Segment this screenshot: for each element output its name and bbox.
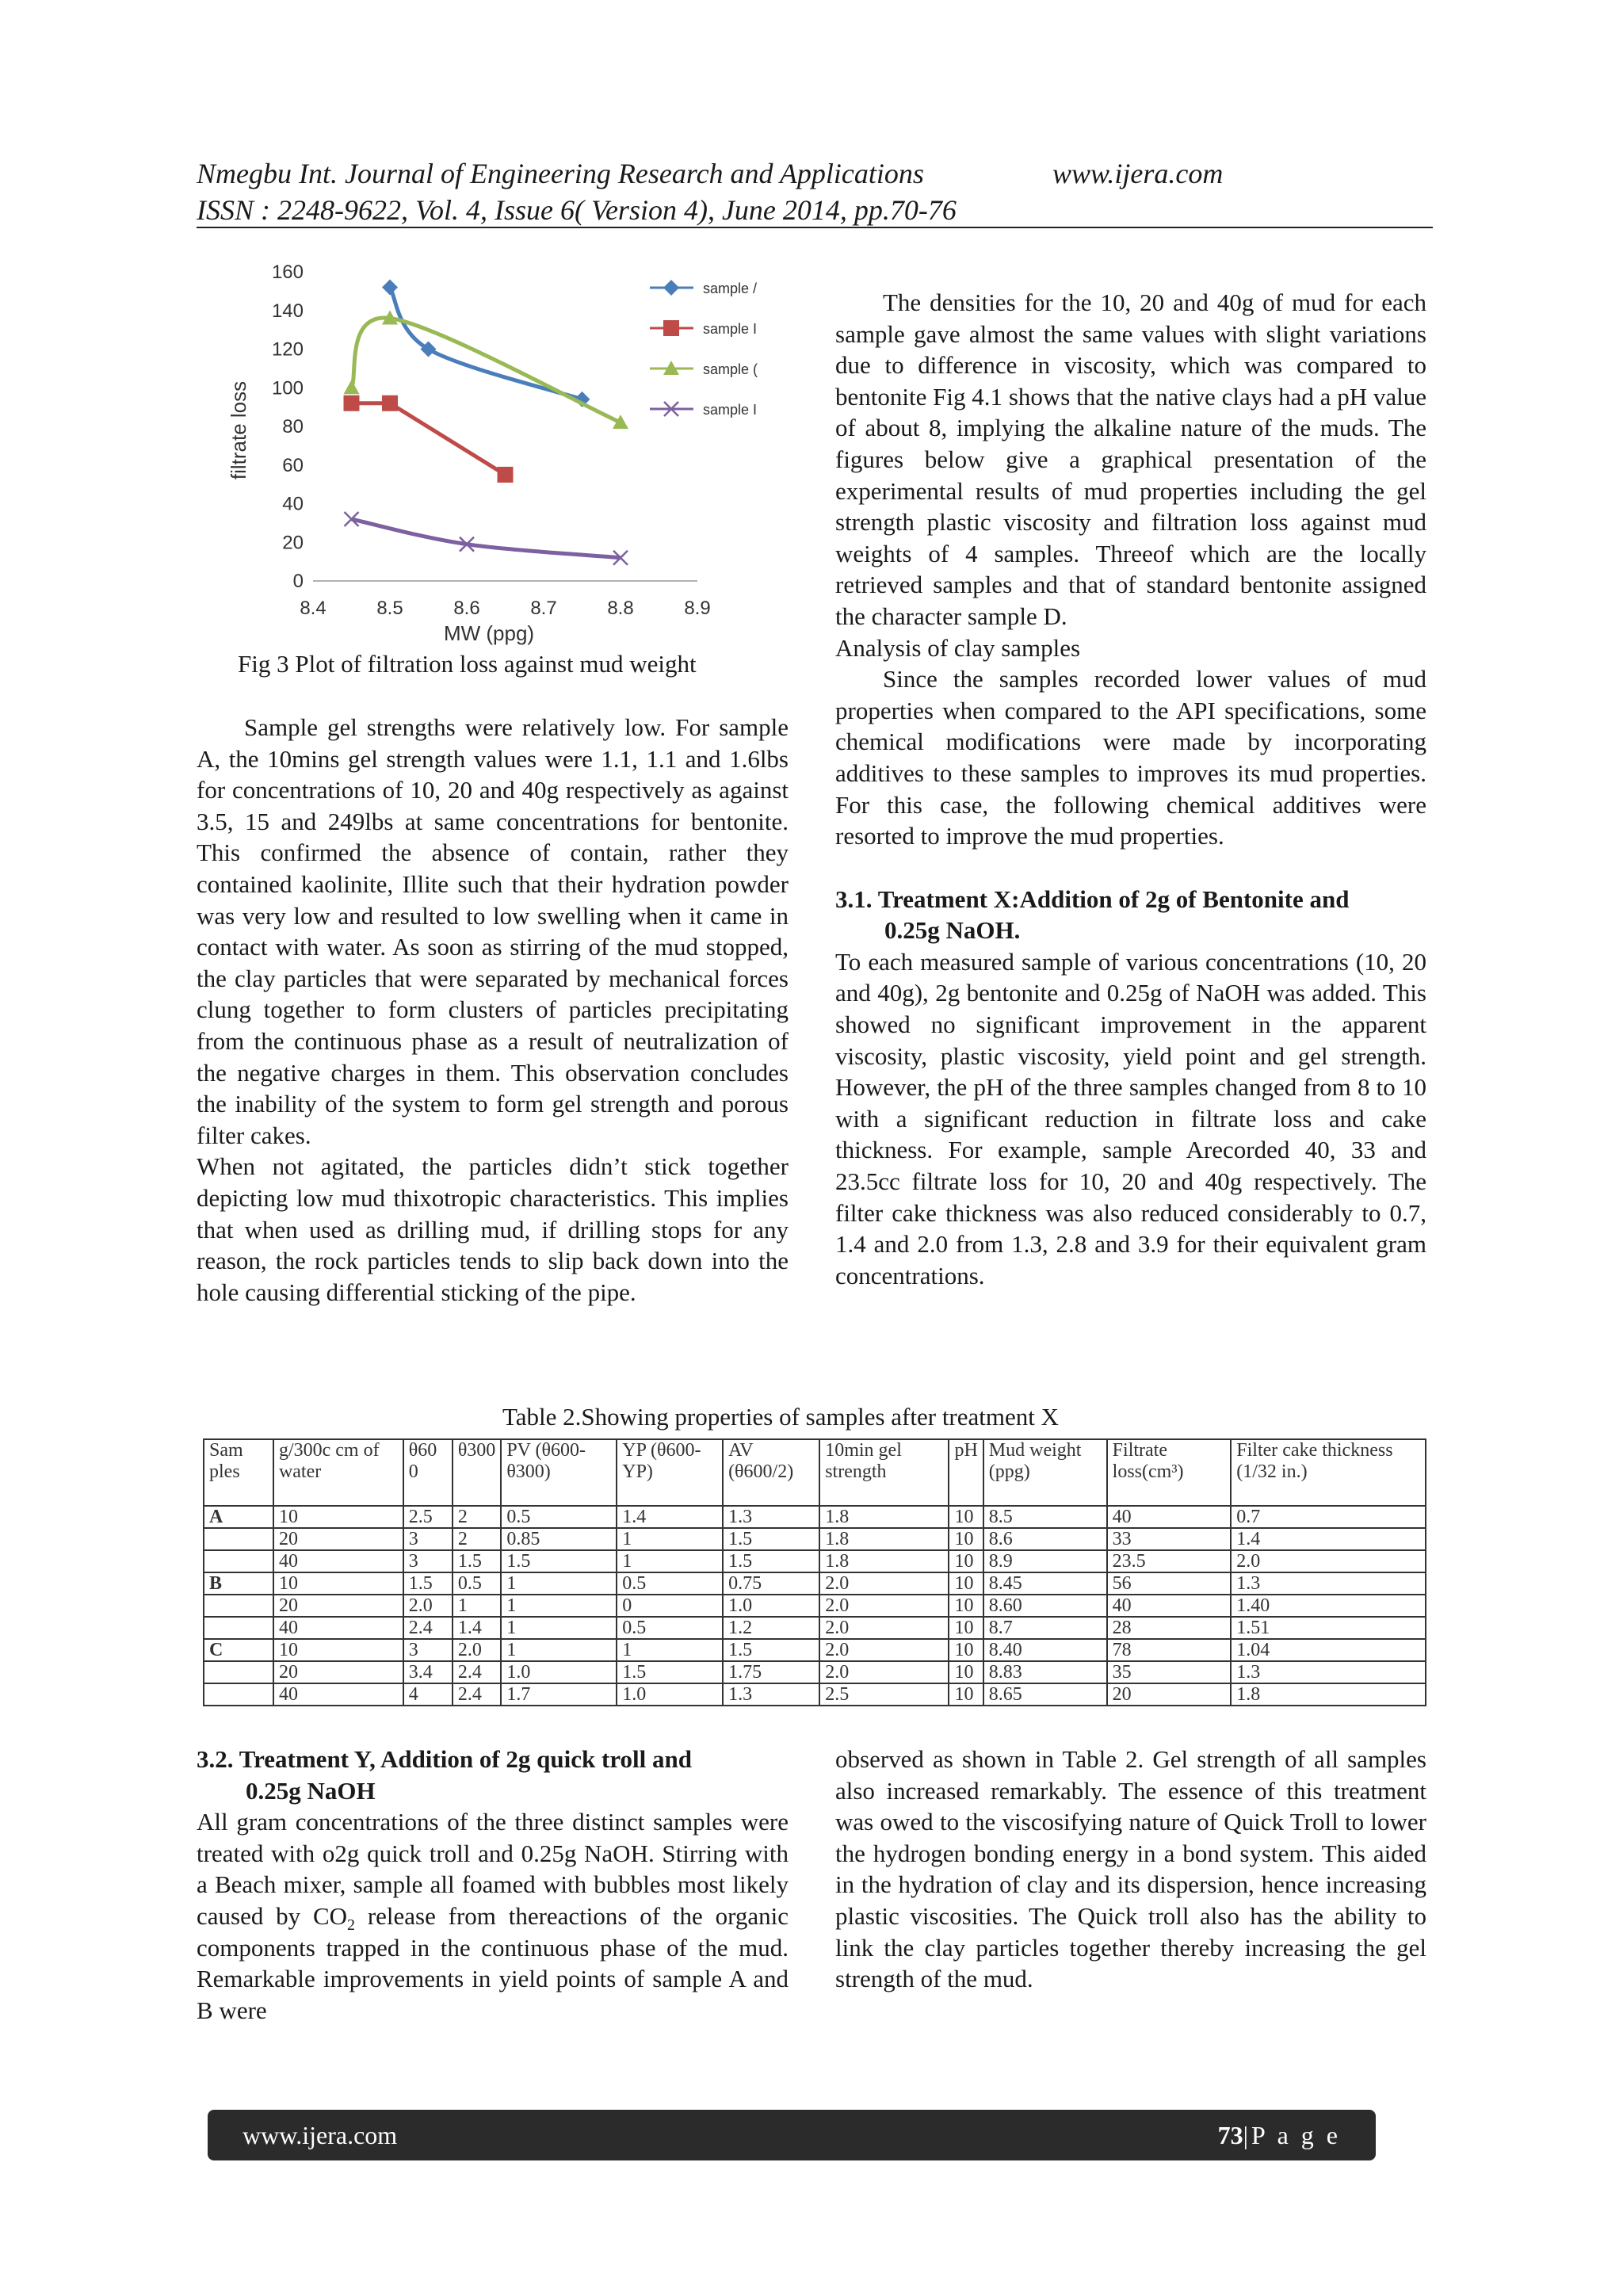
table-header-cell: θ300 xyxy=(453,1439,502,1506)
section-title: Treatment X:Addition of 2g of Bentonite and xyxy=(877,884,1350,913)
table-cell: 40 xyxy=(273,1550,403,1572)
table-header-cell: Filtrate loss(cm³) xyxy=(1107,1439,1232,1506)
table-cell: 1.4 xyxy=(453,1617,502,1639)
table-cell: 10 xyxy=(949,1595,983,1617)
table-cell: 1.8 xyxy=(819,1528,949,1550)
data-point-sample-b xyxy=(498,467,514,483)
table-header-cell: AV (θ600/2) xyxy=(723,1439,819,1506)
table-cell: 40 xyxy=(273,1683,403,1706)
table-row xyxy=(204,1572,1426,1595)
table-cell: 1.0 xyxy=(617,1683,723,1706)
y-tick-label: 140 xyxy=(271,300,304,322)
table-cell: 1 xyxy=(501,1572,617,1595)
table-cell: 1.40 xyxy=(1231,1595,1426,1617)
section-title: Treatment Y, Addition of 2g quick troll and xyxy=(239,1745,692,1773)
table-row xyxy=(204,1595,1426,1617)
table-cell: 1 xyxy=(617,1528,723,1550)
y-tick-label: 100 xyxy=(271,377,304,399)
table-row xyxy=(204,1661,1426,1683)
table-header-cell: θ60 0 xyxy=(403,1439,453,1506)
table-cell: 8.45 xyxy=(983,1572,1107,1595)
chart-legend xyxy=(650,280,758,418)
table-cell: 20 xyxy=(273,1528,403,1550)
table-cell: 78 xyxy=(1107,1639,1232,1661)
table-header-cell: 10min gel strength xyxy=(819,1439,949,1506)
sample-label-cell xyxy=(204,1683,273,1706)
legend-label-sample-c: sample ( xyxy=(703,361,758,377)
table-cell: 23.5 xyxy=(1107,1550,1232,1572)
table-cell: 1.8 xyxy=(819,1550,949,1572)
journal-name: Nmegbu Int. Journal of Engineering Research and Applications xyxy=(197,158,924,189)
table-cell: 1.0 xyxy=(723,1595,819,1617)
table-cell: 56 xyxy=(1107,1572,1232,1595)
table-cell: 0.5 xyxy=(617,1617,723,1639)
section-number: 3.1. xyxy=(835,884,873,913)
table-cell: 1.5 xyxy=(453,1550,502,1572)
sample-label-cell xyxy=(204,1528,273,1550)
table-cell: 2.0 xyxy=(453,1639,502,1661)
table-cell: 4 xyxy=(403,1683,453,1706)
x-tick-label: 8.7 xyxy=(530,598,557,619)
table-cell: 8.6 xyxy=(983,1528,1107,1550)
table-cell: 10 xyxy=(273,1639,403,1661)
table-cell: 20 xyxy=(1107,1683,1232,1706)
table-cell: 2.0 xyxy=(819,1617,949,1639)
table-cell: 0 xyxy=(617,1595,723,1617)
table-cell: 10 xyxy=(949,1528,983,1550)
table-cell: 3 xyxy=(403,1550,453,1572)
series-line-sample-d xyxy=(352,519,621,558)
table-cell: 10 xyxy=(949,1617,983,1639)
table-cell: 0.85 xyxy=(501,1528,617,1550)
table-cell: 1.4 xyxy=(1231,1528,1426,1550)
table-cell: 1.5 xyxy=(723,1639,819,1661)
table-cell: 10 xyxy=(949,1683,983,1706)
y-tick-label: 120 xyxy=(271,338,304,361)
table-cell: 33 xyxy=(1107,1528,1232,1550)
section-number: 3.2. xyxy=(197,1745,234,1773)
table-cell: 10 xyxy=(949,1506,983,1528)
filtration-loss-chart xyxy=(222,252,777,648)
issn-line: ISSN : 2248-9622, Vol. 4, Issue 6( Version 4), June 2014, pp.70-76 xyxy=(197,194,957,226)
left-column xyxy=(197,712,789,1308)
table-cell: 0.75 xyxy=(723,1572,819,1595)
data-point-sample-c xyxy=(344,380,360,394)
table-cell: 10 xyxy=(949,1550,983,1572)
table-body xyxy=(204,1506,1426,1706)
sample-label-cell xyxy=(204,1595,273,1617)
table-cell: 1.8 xyxy=(1231,1683,1426,1706)
series-line-sample-a xyxy=(390,288,582,399)
table-cell: 1.3 xyxy=(1231,1572,1426,1595)
footer-website[interactable]: www.ijera.com xyxy=(242,2120,398,2149)
section-title-continuation: 0.25g NaOH xyxy=(246,1776,376,1805)
table-cell: 1.51 xyxy=(1231,1617,1426,1639)
x-tick-label: 8.5 xyxy=(376,598,403,619)
running-header xyxy=(197,155,1433,228)
table-cell: 1 xyxy=(617,1550,723,1572)
legend-marker-sample-a xyxy=(663,280,679,296)
table-cell: 1 xyxy=(501,1595,617,1617)
table-cell: 0.5 xyxy=(501,1506,617,1528)
header-divider xyxy=(197,227,1433,228)
sample-label-cell xyxy=(204,1661,273,1683)
table-cell: 2 xyxy=(453,1528,502,1550)
bottom-left-column xyxy=(197,1744,789,2026)
legend-label-sample-d: sample I xyxy=(703,402,758,418)
table-cell: 1.5 xyxy=(403,1572,453,1595)
table-cell: 20 xyxy=(273,1661,403,1683)
table-cell: 1 xyxy=(501,1617,617,1639)
properties-table xyxy=(203,1438,1426,1706)
table-header-row xyxy=(204,1439,1426,1506)
table-cell: 0.5 xyxy=(453,1572,502,1595)
table-row xyxy=(204,1639,1426,1661)
table-cell: 1.8 xyxy=(819,1506,949,1528)
table-cell: 10 xyxy=(273,1572,403,1595)
table-cell: 0.7 xyxy=(1231,1506,1426,1528)
legend-label-sample-a: sample / xyxy=(703,281,758,296)
table-row xyxy=(204,1617,1426,1639)
y-tick-label: 160 xyxy=(271,262,304,283)
page-indicator xyxy=(1218,2121,1341,2150)
table-header-cell: Sam ples xyxy=(204,1439,273,1506)
table-cell: 10 xyxy=(273,1506,403,1528)
spacer xyxy=(835,852,1426,884)
page-footer xyxy=(208,2110,1376,2160)
table-cell: 1.4 xyxy=(617,1506,723,1528)
page-label: |P a g e xyxy=(1243,2120,1341,2149)
table-cell: 20 xyxy=(273,1595,403,1617)
sample-label-cell xyxy=(204,1617,273,1639)
table-cell: 2.5 xyxy=(819,1683,949,1706)
legend-label-sample-b: sample I xyxy=(703,321,758,337)
table-cell: 2.0 xyxy=(819,1639,949,1661)
table-header-cell: g/300c cm of water xyxy=(273,1439,403,1506)
page-number: 73 xyxy=(1217,2120,1243,2149)
table-cell: 8.5 xyxy=(983,1506,1107,1528)
paragraph: When not agitated, the particles didn’t stick together depicting low mud thixotropic characteristics. This implies that when used as drilling mud, if drilling stops for any reason, the rock particles tends to slip back down into the hole causing differential sticking of the pipe. xyxy=(197,1152,789,1306)
table-cell: 2.0 xyxy=(819,1595,949,1617)
x-tick-label: 8.8 xyxy=(607,598,634,619)
table-cell: 1 xyxy=(617,1639,723,1661)
x-tick-label: 8.6 xyxy=(453,598,480,619)
table-cell: 1.3 xyxy=(1231,1661,1426,1683)
table-cell: 3 xyxy=(403,1639,453,1661)
table-cell: 3 xyxy=(403,1528,453,1550)
table-header-cell: PV (θ600- θ300) xyxy=(501,1439,617,1506)
table-cell: 2.5 xyxy=(403,1506,453,1528)
table-cell: 1.2 xyxy=(723,1617,819,1639)
table-cell: 40 xyxy=(273,1617,403,1639)
table-row xyxy=(204,1528,1426,1550)
table-cell: 8.83 xyxy=(983,1661,1107,1683)
table-cell: 2.0 xyxy=(819,1661,949,1683)
table-cell: 1 xyxy=(501,1639,617,1661)
table-header-cell: Filter cake thickness (1/32 in.) xyxy=(1231,1439,1426,1506)
paragraph: To each measured sample of various concentrations (10, 20 and 40g), 2g bentonite and 0.25g of NaOH was added. This showed no significant improvement in the apparent viscosity, plastic viscosity, yield point and gel strength. However, the pH of the three samples changed from 8 to 10 with a significant reduction in filtrate loss and cake thickness. For example, sample Arecorded 40, 33 and 23.5cc filtrate loss for 10, 20 and 40g respectively. The filter cake thickness was also reduced considerably to 0.7, 1.4 and 2.0 from 1.3, 2.8 and 3.9 for their equivalent gram concentrations. xyxy=(835,947,1426,1289)
data-point-sample-b xyxy=(344,395,360,411)
paragraph: Sample gel strengths were relatively low. For sample A, the 10mins gel strength values were 1.1, 1.1 and 1.6lbs for concentrations of 10, 20 and 40g respectively as against 3.5, 15 and 249lbs at same concentrations for bentonite. This confirmed the absence of contain, rather they contained kaolinite, Illite such that their hydration powder was very low and resulted to low swelling when it came in contact with water. As soon as stirring of the mud stopped, the clay particles that were separated by mechanical forces clung together to form clusters of particles precipitating from the continuous phase as a result of neutralization of the negative charges in them. This observation concludes the inability of the system to form gel strength and porous filter cakes. xyxy=(197,713,789,1149)
table-cell: 8.60 xyxy=(983,1595,1107,1617)
table-header-cell: pH xyxy=(949,1439,983,1506)
table-cell: 1.5 xyxy=(723,1550,819,1572)
series-line-sample-b xyxy=(352,403,506,475)
table-caption: Table 2.Showing properties of samples after treatment X xyxy=(502,1403,1060,1431)
table-cell: 1.04 xyxy=(1231,1639,1426,1661)
y-tick-label: 80 xyxy=(282,416,304,437)
table-cell: 40 xyxy=(1107,1506,1232,1528)
table-cell: 2.4 xyxy=(403,1617,453,1639)
table-cell: 2.0 xyxy=(1231,1550,1426,1572)
subscript: 2 xyxy=(347,1916,356,1935)
paragraph xyxy=(197,1806,789,2026)
table-cell: 1.0 xyxy=(501,1661,617,1683)
section-title-continuation: 0.25g NaOH. xyxy=(884,916,1021,945)
sample-label-cell: A xyxy=(204,1506,273,1528)
right-column xyxy=(835,287,1426,1291)
subheading: Analysis of clay samples xyxy=(835,633,1081,662)
table-cell: 2.0 xyxy=(403,1595,453,1617)
y-tick-label: 20 xyxy=(282,532,304,554)
x-tick-label: 8.9 xyxy=(684,598,711,619)
table-cell: 1.3 xyxy=(723,1506,819,1528)
table-header-cell: YP (θ600- YP) xyxy=(617,1439,723,1506)
data-point-sample-b xyxy=(382,395,398,411)
table-cell: 1 xyxy=(453,1595,502,1617)
section-heading-3-1 xyxy=(835,884,1426,946)
legend-marker-sample-b xyxy=(663,320,679,336)
chart-y-axis-label: filtrate loss xyxy=(227,380,250,480)
table-cell: 1.5 xyxy=(501,1550,617,1572)
paragraph: The densities for the 10, 20 and 40g of mud for each sample gave almost the same values with slight variations due to difference in viscosity, which was compared to bentonite Fig 4.1 shows that the native clays had a pH value of about 8, implying the alkaline nature of the muds. The figures below give a graphical presentation of the experimental results of mud properties including the gel strength plastic viscosity and filtration loss against mud weights of 4 samples. Threeof which are the locally retrieved samples and that of standard bentonite assigned the character sample D. xyxy=(835,288,1426,630)
table-cell: 1.7 xyxy=(501,1683,617,1706)
paragraph: Since the samples recorded lower values of mud properties when compared to the API specifications, some chemical modifications were made by incorporating additives to these samples to improves its mud properties. For this case, the following chemical additives were resorted to improve the mud properties. xyxy=(835,665,1426,850)
table-cell: 2 xyxy=(453,1506,502,1528)
table-cell: 0.5 xyxy=(617,1572,723,1595)
paragraph-text: release from thereactions of the organic components trapped in the continuous phase of the mud. Remarkable improvements in yield points of sample A and B were xyxy=(197,1901,789,2024)
table-row xyxy=(204,1550,1426,1572)
section-heading-3-2 xyxy=(197,1744,789,1806)
chart-series-group xyxy=(344,280,629,565)
paragraph-text: All gram concentrations of the three distinct samples were treated with o2g quick troll and 0.25g NaOH. Stirring with a Beach mixer, sample all foamed with bubbles most likely caused by CO xyxy=(197,1808,789,1930)
table-cell: 28 xyxy=(1107,1617,1232,1639)
table-cell: 10 xyxy=(949,1572,983,1595)
chart-axes xyxy=(272,262,711,619)
journal-website[interactable]: www.ijera.com xyxy=(1052,158,1224,189)
y-tick-label: 40 xyxy=(282,493,304,515)
sample-label-cell: B xyxy=(204,1572,273,1595)
table-cell: 1.5 xyxy=(617,1661,723,1683)
figure-caption: Fig 3 Plot of filtration loss against mud weight xyxy=(238,650,697,678)
table-cell: 35 xyxy=(1107,1661,1232,1683)
y-tick-label: 60 xyxy=(282,454,304,476)
table-cell: 8.9 xyxy=(983,1550,1107,1572)
table-cell: 10 xyxy=(949,1639,983,1661)
table-cell: 1.75 xyxy=(723,1661,819,1683)
y-tick-label: 0 xyxy=(292,571,304,592)
table-header-cell: Mud weight (ppg) xyxy=(983,1439,1107,1506)
table-cell: 1.3 xyxy=(723,1683,819,1706)
table-cell: 1.5 xyxy=(723,1528,819,1550)
x-tick-label: 8.4 xyxy=(300,598,327,619)
table-cell: 8.7 xyxy=(983,1617,1107,1639)
table-row xyxy=(204,1683,1426,1706)
table-row xyxy=(204,1506,1426,1528)
table-cell: 3.4 xyxy=(403,1661,453,1683)
table-cell: 8.40 xyxy=(983,1639,1107,1661)
chart-x-axis-label: MW (ppg) xyxy=(443,621,535,645)
sample-label-cell xyxy=(204,1550,273,1572)
table-cell: 2.4 xyxy=(453,1661,502,1683)
table-cell: 2.4 xyxy=(453,1683,502,1706)
data-point-sample-a xyxy=(382,280,398,296)
paragraph: observed as shown in Table 2. Gel strength of all samples also increased remarkably. The essence of this treatment was owed to the viscosifying nature of Quick Troll to lower the hydrogen bonding energy in a bond system. This aided in the hydration of clay and its dispersion, hence increasing plastic viscosities. The Quick troll also has the ability to link the clay particles together thereby increasing the gel strength of the mud. xyxy=(835,1745,1426,1993)
table-cell: 8.65 xyxy=(983,1683,1107,1706)
table-cell: 10 xyxy=(949,1661,983,1683)
sample-label-cell: C xyxy=(204,1639,273,1661)
table-cell: 2.0 xyxy=(819,1572,949,1595)
bottom-right-column xyxy=(835,1744,1426,1995)
table-cell: 40 xyxy=(1107,1595,1232,1617)
